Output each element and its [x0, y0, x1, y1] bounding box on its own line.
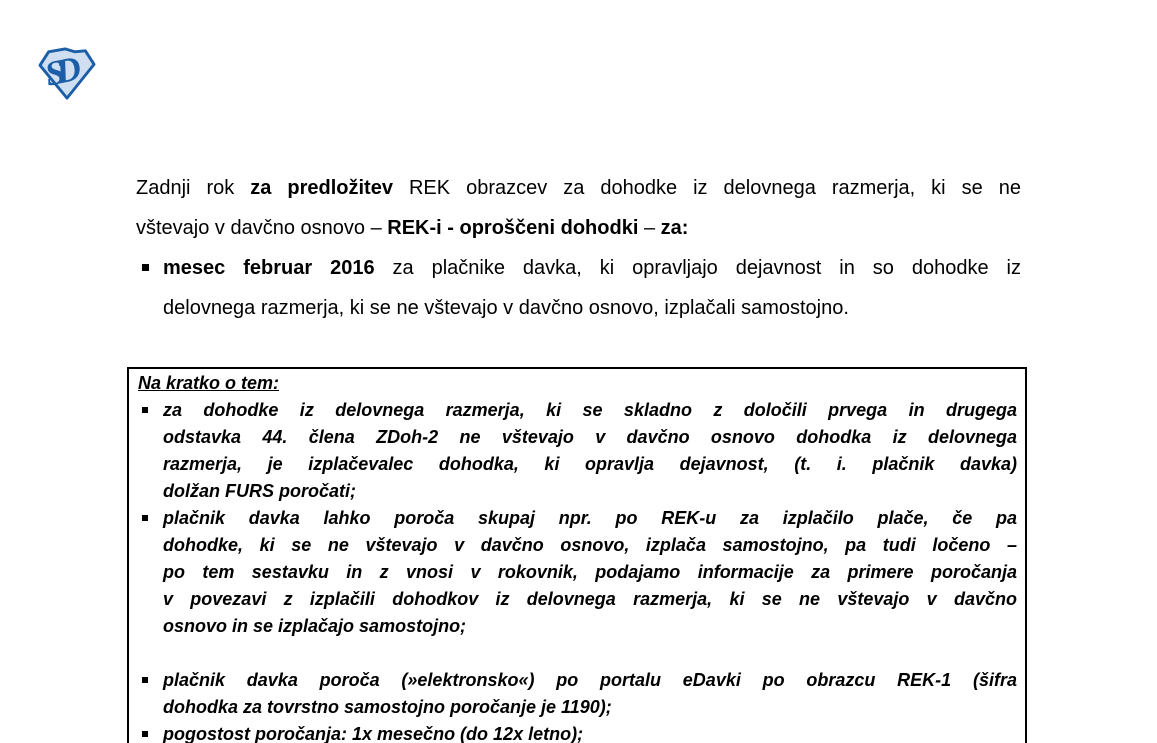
list-item [138, 721, 1017, 743]
intro-text: REK obrazcev za dohodke iz delovnega razmerja, ki se ne [392, 177, 1021, 199]
box-line: razmerja, je izplačevalec dohodka, ki opravlja dejavnost, (t. i. plačnik davka) [163, 454, 1017, 474]
box-line: osnovo in se izplačajo samostojno; [163, 616, 467, 636]
intro-line-2 [136, 208, 1021, 248]
list-item [138, 397, 1017, 505]
sd-shield-logo [36, 46, 98, 102]
deadline-text-bold: mesec februar 2016 [163, 257, 375, 279]
list-item [138, 505, 1017, 640]
blank-line [138, 640, 1017, 667]
intro-text-bold: za: [660, 217, 689, 239]
box-line: dolžan FURS poročati; [163, 481, 356, 501]
info-box-heading: Na kratko o tem: [138, 373, 280, 393]
intro-text: vštevajo v davčno osnovo – [136, 217, 388, 239]
box-line: po tem sestavku in z vnosi v rokovnik, podajamo informacije za primere poročanja [163, 562, 1017, 582]
box-line: v povezavi z izplačili dohodkov iz delovnega razmerja, ki se ne vštevajo v davčno [163, 589, 1017, 609]
bullet-icon [142, 264, 149, 271]
list-item-deadline [136, 248, 1021, 328]
intro-text: Zadnji rok [136, 177, 251, 199]
info-box [127, 367, 1027, 743]
bullet-icon [142, 515, 148, 521]
bullet-icon [142, 407, 148, 413]
deadline-line-1 [163, 248, 1021, 288]
box-line: dohodke, ki se ne vštevajo v davčno osnovo, izplača samostojno, pa tudi ločeno – [163, 535, 1017, 555]
list-item [138, 667, 1017, 721]
box-line: pogostost poročanja: 1x mesečno (do 12x letno); [163, 724, 584, 743]
intro-text-bold: REK-i - oproščeni dohodki [387, 217, 639, 239]
box-line: plačnik davka lahko poroča skupaj npr. po REK-u za izplačilo plače, če pa [163, 508, 1017, 528]
box-line: za dohodke iz delovnega razmerja, ki se skladno z določili prvega in drugega [163, 400, 1017, 420]
box-line: plačnik davka poroča (»elektronsko«) po portalu eDavki po obrazcu REK-1 (šifra [163, 670, 1017, 690]
box-line: dohodka za tovrstno samostojno poročanje je 1190); [163, 697, 612, 717]
deadline-text: za plačnike davka, ki opravljajo dejavnost in so dohodke iz [374, 257, 1022, 279]
logo-monogram: SD [41, 50, 77, 94]
intro-line-1 [136, 168, 1021, 208]
deadline-line-2: delovnega razmerja, ki se ne vštevajo v davčno osnovo, izplačali samostojno. [163, 297, 849, 319]
bullet-icon [142, 731, 148, 737]
box-line: odstavka 44. člena ZDoh-2 ne vštevajo v davčno osnovo dohodka iz delovnega [163, 427, 1017, 447]
intro-text: – [638, 217, 661, 239]
intro-text-bold: za predložitev [250, 177, 393, 199]
document-body [136, 168, 1021, 328]
bullet-icon [142, 677, 148, 683]
